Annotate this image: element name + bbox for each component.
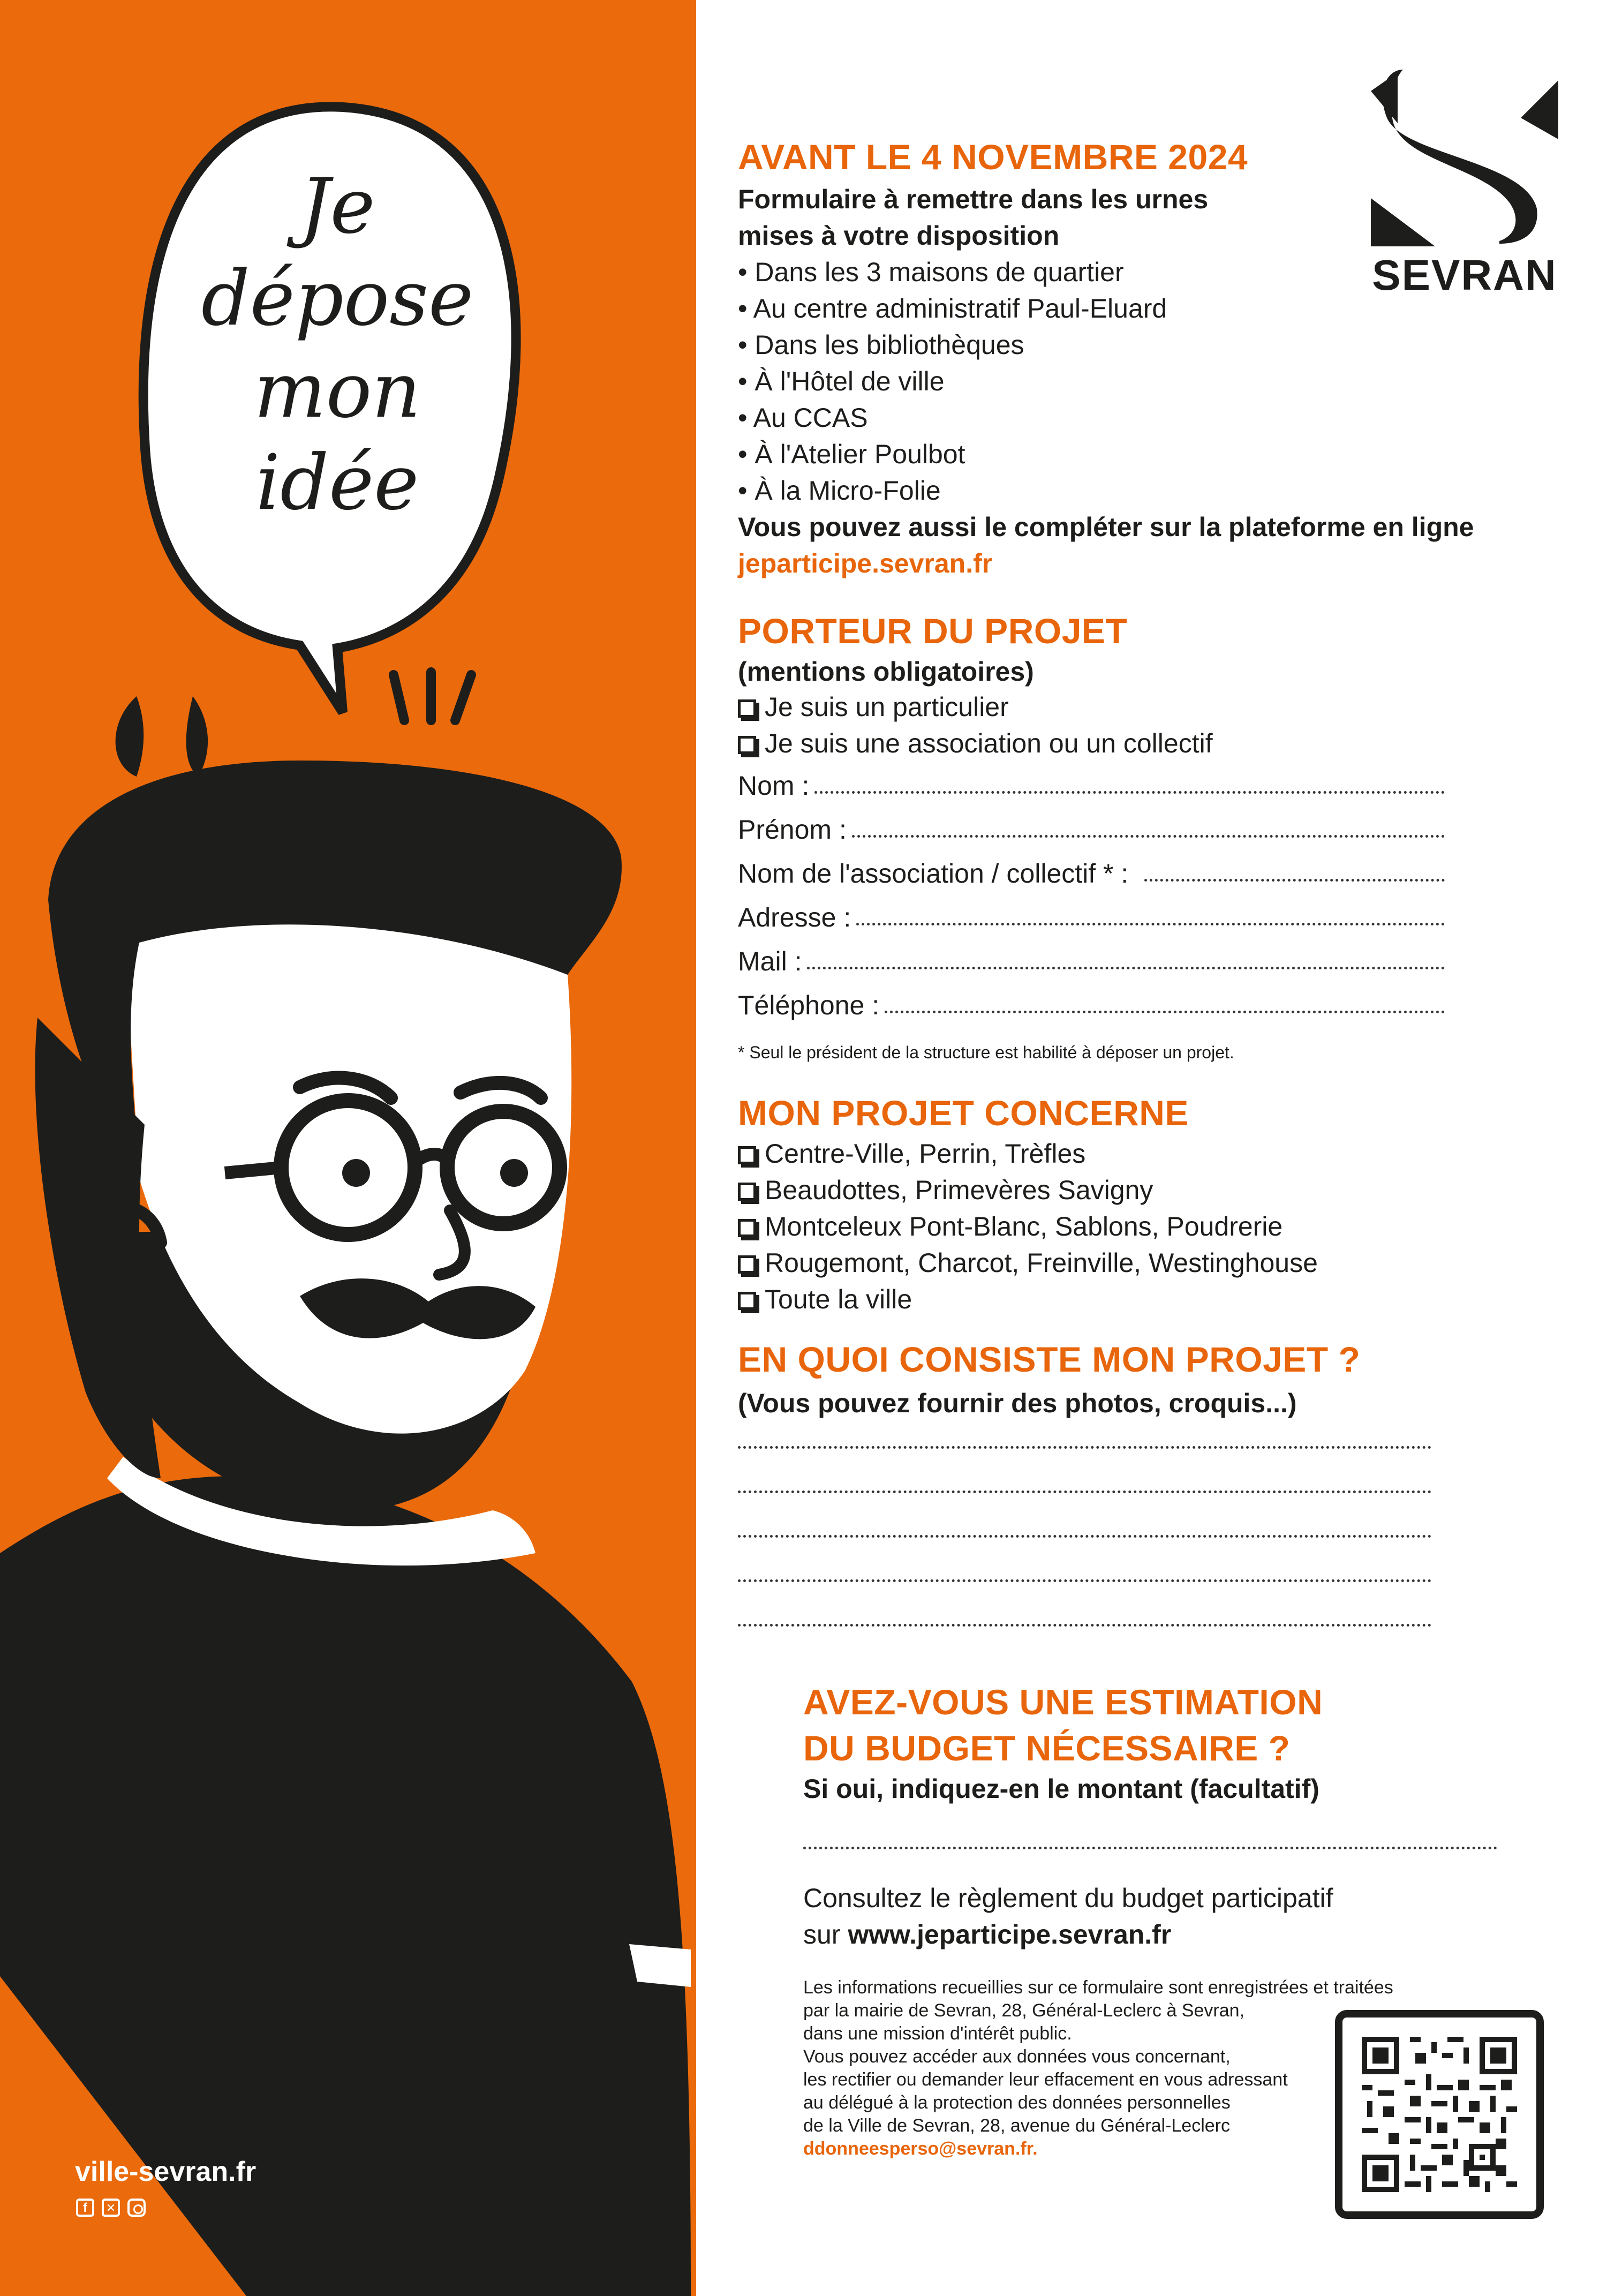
qr-code[interactable] <box>1335 2010 1544 2219</box>
deadline-heading: AVANT LE 4 NOVEMBRE 2024 <box>738 137 1248 177</box>
budget-heading: AVEZ-VOUS UNE ESTIMATION <box>803 1682 1323 1722</box>
field-prenom[interactable] <box>738 814 1445 845</box>
field-telephone[interactable] <box>738 990 1445 1021</box>
qr-code-icon <box>1362 2037 1517 2192</box>
field-label: Nom : <box>738 771 810 801</box>
porteur-heading: PORTEUR DU PROJET <box>738 611 1128 651</box>
option-quartier[interactable] <box>738 1135 1318 1172</box>
logo-text: SEVRAN <box>1372 251 1557 299</box>
porteur-subtitle: (mentions obligatoires) <box>738 657 1034 687</box>
list-item: • À la Micro-Folie <box>738 476 941 506</box>
list-item: • Dans les 3 maisons de quartier <box>738 257 1124 287</box>
description-line[interactable] <box>738 1624 1431 1627</box>
field-label: Adresse : <box>738 902 851 932</box>
option-label: Beaudottes, Primevères Savigny <box>765 1175 1153 1205</box>
option-label: Montceleux Pont-Blanc, Sablons, Poudrerie <box>765 1211 1283 1241</box>
online-text: Vous pouvez aussi le compléter sur la plateforme en ligne <box>738 512 1474 542</box>
bubble-line: dépose <box>201 254 474 343</box>
description-line[interactable] <box>738 1535 1431 1538</box>
field-label: Nom de l'association / collectif * : <box>738 859 1129 889</box>
privacy-line: de la Ville de Sevran, 28, avenue du Général-Leclerc <box>803 2116 1230 2136</box>
field-line[interactable] <box>885 1011 1445 1013</box>
field-line[interactable] <box>856 923 1445 925</box>
porteur-note: * Seul le président de la structure est habilité à déposer un projet. <box>738 1043 1234 1062</box>
checkbox[interactable] <box>738 1292 756 1310</box>
online-link[interactable]: jeparticipe.sevran.fr <box>738 548 993 578</box>
bubble-line: idée <box>255 439 419 527</box>
reglement-prefix: sur <box>803 1919 848 1949</box>
field-line[interactable] <box>814 791 1445 794</box>
checkbox[interactable] <box>738 1219 756 1237</box>
privacy-line: dans une mission d'intérêt public. <box>803 2023 1072 2044</box>
x-icon[interactable]: ✕ <box>102 2199 120 2217</box>
option-label: Rougemont, Charcot, Freinville, Westinghouse <box>765 1248 1318 1278</box>
budget-subtitle: Si oui, indiquez-en le montant (facultatif) <box>803 1774 1319 1804</box>
intro-line: Formulaire à remettre dans les urnes <box>738 184 1209 214</box>
field-nom[interactable] <box>738 770 1445 801</box>
description-line[interactable] <box>738 1579 1431 1582</box>
list-item: • À l'Hôtel de ville <box>738 366 945 396</box>
option-quartier[interactable] <box>738 1245 1318 1281</box>
option-quartier[interactable] <box>738 1172 1318 1208</box>
list-item: • À l'Atelier Poulbot <box>738 439 965 469</box>
privacy-notice <box>803 1976 1393 2161</box>
bubble-line: mon <box>254 347 421 435</box>
reglement-line2 <box>803 1916 1171 1953</box>
privacy-line: par la mairie de Sevran, 28, Général-Leclerc à Sevran, <box>803 2000 1244 2021</box>
field-adresse[interactable] <box>738 902 1445 933</box>
consiste-heading: EN QUOI CONSISTE MON PROJET ? <box>738 1339 1361 1379</box>
field-label: Prénom : <box>738 815 847 845</box>
reglement-link[interactable]: www.jeparticipe.sevran.fr <box>848 1919 1172 1949</box>
privacy-line: au délégué à la protection des données personnelles <box>803 2092 1231 2113</box>
facebook-icon[interactable]: f <box>76 2199 94 2217</box>
list-item: • Au centre administratif Paul-Eluard <box>738 293 1167 323</box>
description-line[interactable] <box>738 1446 1431 1449</box>
privacy-line: Vous pouvez accéder aux données vous concernant, <box>803 2046 1231 2067</box>
checkbox[interactable] <box>738 736 756 754</box>
social-icons <box>76 2199 146 2217</box>
option-quartier[interactable] <box>738 1208 1318 1245</box>
option-association[interactable] <box>738 725 1213 762</box>
concerne-options <box>738 1135 1318 1318</box>
speech-bubble-text <box>177 161 498 529</box>
bubble-line: Je <box>299 162 375 251</box>
budget-heading: DU BUDGET NÉCESSAIRE ? <box>803 1728 1291 1768</box>
budget-line[interactable] <box>803 1847 1497 1849</box>
list-item: • Au CCAS <box>738 403 868 433</box>
option-label: Je suis un particulier <box>765 692 1009 722</box>
checkbox[interactable] <box>738 699 756 718</box>
field-line[interactable] <box>852 835 1445 838</box>
form-column <box>738 0 1595 2296</box>
checkbox[interactable] <box>738 1255 756 1274</box>
list-item: • Dans les bibliothèques <box>738 330 1024 360</box>
field-label: Mail : <box>738 946 802 976</box>
illustration-panel <box>0 0 696 2296</box>
description-line[interactable] <box>738 1490 1431 1493</box>
instagram-icon[interactable] <box>127 2199 146 2217</box>
consiste-subtitle: (Vous pouvez fournir des photos, croquis...) <box>738 1388 1297 1418</box>
checkbox[interactable] <box>738 1183 756 1201</box>
privacy-line: les rectifier ou demander leur effacement en vous adressant <box>803 2069 1288 2090</box>
field-label: Téléphone : <box>738 990 880 1020</box>
option-particulier[interactable] <box>738 689 1009 725</box>
intro-line: mises à votre disposition <box>738 221 1060 251</box>
footer-site[interactable]: ville-sevran.fr <box>75 2156 256 2187</box>
field-association[interactable] <box>738 858 1445 889</box>
field-mail[interactable] <box>738 946 1445 977</box>
field-line[interactable] <box>1144 879 1445 882</box>
concerne-heading: MON PROJET CONCERNE <box>738 1093 1189 1133</box>
option-quartier[interactable] <box>738 1281 1318 1318</box>
field-line[interactable] <box>807 967 1445 969</box>
option-label: Centre-Ville, Perrin, Trèfles <box>765 1139 1086 1169</box>
checkbox[interactable] <box>738 1146 756 1164</box>
privacy-email[interactable]: ddonneesperso@sevran.fr. <box>803 2139 1038 2159</box>
option-label: Toute la ville <box>765 1284 912 1314</box>
privacy-line: Les informations recueillies sur ce formulaire sont enregistrées et traitées <box>803 1977 1393 1998</box>
locations-list <box>738 254 1167 509</box>
option-label: Je suis une association ou un collectif <box>765 728 1213 758</box>
reglement-line: Consultez le règlement du budget participatif <box>803 1883 1333 1913</box>
